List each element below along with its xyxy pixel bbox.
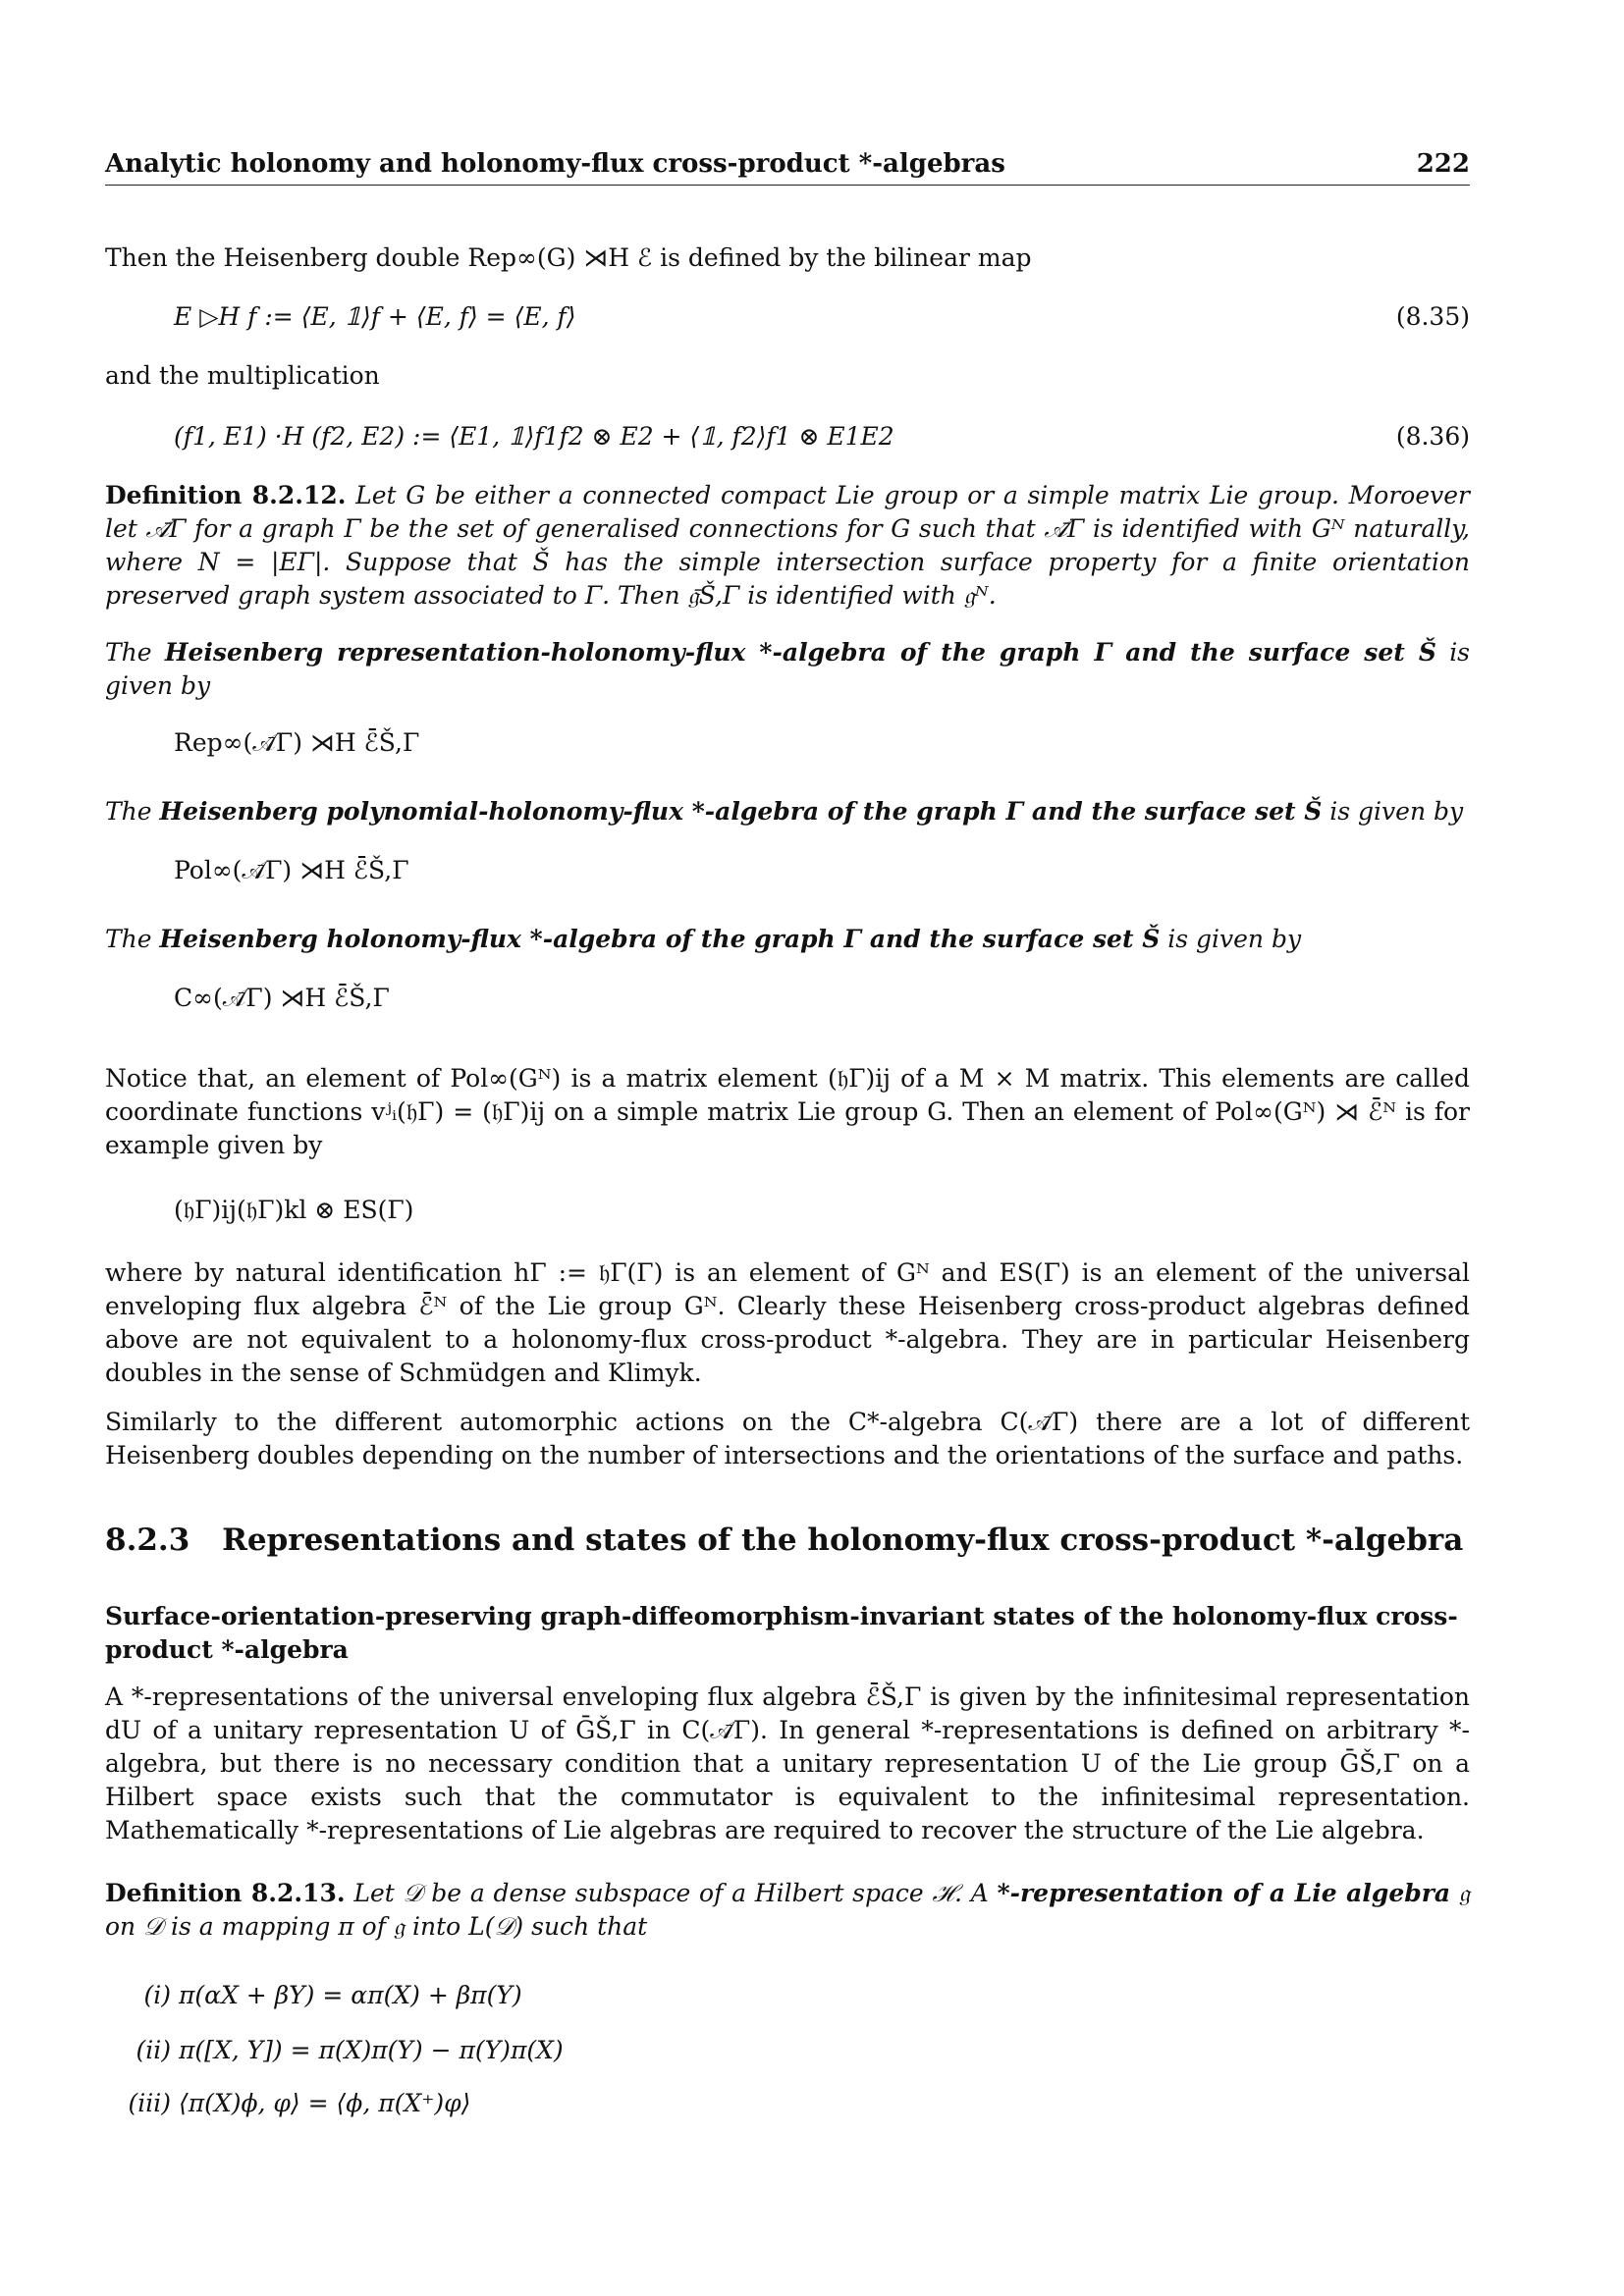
heisenberg-representation-formula: Rep∞(𝒜̄Γ) ⋊H ℰ̄Š,Γ (174, 728, 420, 757)
definition-label: Definition 8.2.13. (105, 1879, 346, 1907)
statement-suffix: is given by (105, 638, 1471, 700)
definition-item-ii (108, 2034, 564, 2067)
section-title: Representations and states of the holonomy-flux cross-product *-algebra (222, 1522, 1464, 1558)
statement-suffix: is given by (1167, 925, 1302, 953)
section-number: 8.2.3 (105, 1522, 190, 1558)
equation-8-36-number: (8.36) (1395, 422, 1470, 451)
item-label: (i) (143, 1981, 171, 2009)
heisenberg-holonomy-formula: C∞(𝒜̄Γ) ⋊H ℰ̄Š,Γ (174, 984, 390, 1012)
and-multiplication-text: and the multiplication (105, 361, 380, 390)
similarly-paragraph: Similarly to the different automorphic actions on the C*-algebra C(𝒜̄Γ) there are a lot of different Heisenberg doubles depending on the number of intersections and the orientations of the surface and paths. (105, 1408, 1470, 1469)
definition-item-i (108, 1979, 522, 2012)
item-label: (iii) (128, 2089, 171, 2117)
notice-paragraph: Notice that, an element of Pol∞(Gᴺ) is a matrix element (𝔥Γ)ij of a M × M matrix. This elements are called coordinate functions vʲᵢ(𝔥Γ) = (𝔥Γ)ij on a simple matrix Lie group G. Then an element of Pol∞(Gᴺ) ⋊ ℰ̄ᴺ is for example given by (105, 1064, 1470, 1159)
equation-8-36: (f1, E1) ·H (f2, E2) := ⟨E1, 𝟙⟩f1f2 ⊗ E2 + ⟨𝟙, f2⟩f1 ⊗ E1E2 (174, 422, 894, 451)
representation-paragraph: A *-representations of the universal enveloping flux algebra ℰ̄Š,Γ is given by the infinitesimal representation dU of a unitary representation U of ḠŠ,Γ in C(𝒜̄Γ). In general *-representations is defined on arbitrary *-algebra, but there is no necessary condition that a unitary representation U of the Lie group ḠŠ,Γ on a Hilbert space exists such that the commutator is equivalent to the infinitesimal representation. Mathematically *-representations of Lie algebras are required to recover the structure of the Lie algebra. (105, 1682, 1470, 1844)
heisenberg-polynomial-formula: Pol∞(𝒜̄Γ) ⋊H ℰ̄Š,Γ (174, 856, 409, 884)
statement-prefix: The (105, 797, 152, 826)
subsection-heading: Surface-orientation-preserving graph-diffeomorphism-invariant states of the holonomy-flux cross-product *-algebra (105, 1602, 1458, 1664)
statement-prefix: The (105, 638, 152, 667)
equation-8-35: E ▷H f := ⟨E, 𝟙⟩f + ⟨E, f⟩ = ⟨E, f⟩ (174, 302, 576, 331)
item-text: π(αX + βY) = απ(X) + βπ(Y) (179, 1981, 522, 2009)
item-text: ⟨π(X)ϕ, φ⟩ = ⟨ϕ, π(X⁺)φ⟩ (179, 2089, 471, 2117)
running-header (105, 145, 1470, 186)
section-heading (105, 1523, 1463, 1557)
statement-term: Heisenberg representation-holonomy-flux *-algebra of the graph Γ and the surface set Š (164, 638, 1436, 667)
statement-suffix: is given by (1329, 797, 1464, 826)
definition-item-iii (108, 2087, 470, 2120)
statement-prefix: The (105, 925, 152, 953)
statement-term: Heisenberg holonomy-flux *-algebra of the graph Γ and the surface set Š (159, 925, 1161, 953)
statement-term: Heisenberg polynomial-holonomy-flux *-algebra of the graph Γ and the surface set Š (159, 797, 1323, 826)
definition-text: Let G be either a connected compact Lie group or a simple matrix Lie group. Moroever let 𝒜̄Γ for a graph Γ be the set of generalised connections for G such that 𝒜̄Γ is identified with Gᴺ naturally, where N = |EΓ|. Suppose that Š has the simple intersection surface property for a finite orientation preserved graph system associated to Γ. Then 𝔤̄Š,Γ is identified with 𝔤ᴺ. (105, 481, 1470, 610)
intro-line: Then the Heisenberg double Rep∞(G) ⋊H ℰ is defined by the bilinear map (105, 243, 1032, 272)
header-title: Analytic holonomy and holonomy-flux cross-product *-algebras (105, 149, 1005, 179)
definition-prefix: Let 𝒟 be a dense subspace of a Hilbert space ℋ. A (353, 1879, 989, 1907)
example-formula: (𝔥Γ)ij(𝔥Γ)kl ⊗ ES(Γ) (174, 1196, 414, 1224)
definition-8-2-12 (105, 479, 1470, 613)
item-text: π([X, Y]) = π(X)π(Y) − π(Y)π(X) (179, 2036, 564, 2064)
heisenberg-representation-statement (105, 636, 1470, 703)
definition-label: Definition 8.2.12. (105, 481, 347, 509)
page-number: 222 (1416, 149, 1470, 179)
where-paragraph: where by natural identification hΓ := 𝔥Γ(Γ) is an element of Gᴺ and ES(Γ) is an element of the universal enveloping flux algebra ℰ̄ᴺ of the Lie group Gᴺ. Clearly these Heisenberg cross-product algebras defined above are not equivalent to a holonomy-flux cross-product *-algebra. They are in particular Heisenberg doubles in the sense of Schmüdgen and Klimyk. (105, 1258, 1470, 1387)
item-label: (ii) (135, 2036, 171, 2064)
definition-8-2-13 (105, 1877, 1470, 1944)
definition-suffix: 𝔤 on 𝒟 is a mapping π of 𝔤 into L(𝒟) such that (105, 1879, 1471, 1941)
heisenberg-polynomial-statement (105, 795, 1470, 828)
definition-term: *-representation of a Lie algebra (997, 1879, 1451, 1907)
heisenberg-holonomy-statement (105, 923, 1470, 956)
equation-8-35-number: (8.35) (1395, 302, 1470, 331)
